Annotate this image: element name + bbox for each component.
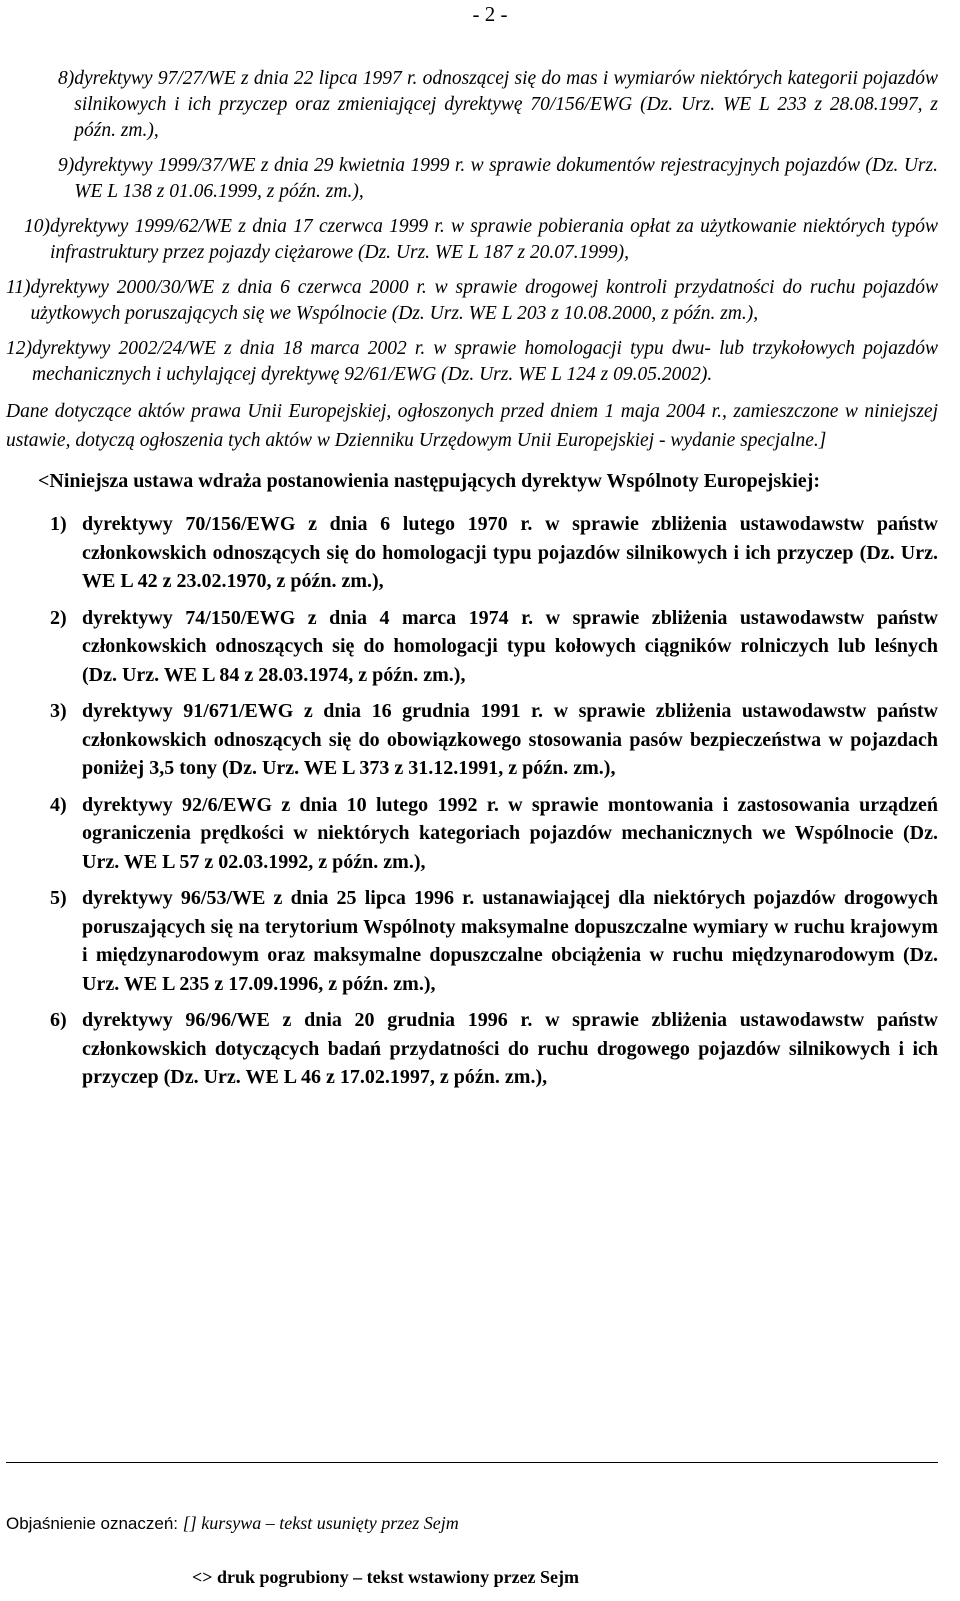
list-item-number: 1) — [50, 513, 67, 535]
italic-note-paragraph: Dane dotyczące aktów prawa Unii Europejskiej, ogłoszonych przed dniem 1 maja 2004 r., zamieszczone w niniejszej ustawie, dotyczą ogłoszenia tych aktów w Dzienniku Urzędowym Unii Europejskiej - wydanie specjalne.] — [6, 401, 938, 451]
list-item — [50, 604, 938, 690]
list-item — [50, 1006, 938, 1092]
list-item-text: dyrektywy 70/156/EWG z dnia 6 lutego 1970 r. w sprawie zbliżenia ustawodawstw państw członkowskich odnoszących się do homologacji typu pojazdów silnikowych i ich przyczep (Dz. Urz. WE L 42 z 23.02.1970, z późn. zm.), — [82, 513, 938, 592]
list-item — [58, 66, 938, 144]
list-item-number: 10) — [24, 216, 50, 237]
footnote-divider — [6, 1462, 938, 1463]
list-item-number: 11) — [6, 277, 31, 298]
list-item — [50, 791, 938, 877]
list-item-text: dyrektywy 96/53/WE z dnia 25 lipca 1996 r. ustanawiającej dla niektórych pojazdów drogowych poruszających się na terytorium Wspólnoty maksymalne dopuszczalne wymiary w ruchu krajowym i międzynarodowym oraz maksymalne dopuszczalne obciążenia w ruchu międzynarodowym (Dz. Urz. WE L 235 z 17.09.1996, z późn. zm.), — [82, 887, 938, 995]
list-item-text: dyrektywy 96/96/WE z dnia 20 grudnia 1996 r. w sprawie zbliżenia ustawodawstw państw członkowskich dotyczących badań przydatności do ruchu drogowego pojazdów silnikowych i ich przyczep (Dz. Urz. WE L 46 z 17.02.1997, z późn. zm.), — [82, 1009, 938, 1088]
list-item-number: 8) — [58, 68, 75, 89]
document-body — [6, 66, 938, 1100]
bold-intro-paragraph: <Niniejsza ustawa wdraża postanowienia następujących dyrektyw Wspólnoty Europejskiej: — [38, 470, 821, 492]
footnote-italic-legend: [] kursywa – tekst usunięty przez Sejm — [182, 1513, 459, 1533]
list-item-text: dyrektywy 1999/37/WE z dnia 29 kwietnia 1999 r. w sprawie dokumentów rejestracyjnych pojazdów (Dz. Urz. WE L 138 z 01.06.1999, z późn. zm.), — [74, 155, 938, 202]
list-item-number: 2) — [50, 606, 67, 629]
list-item — [6, 336, 938, 388]
list-item — [50, 510, 938, 596]
list-item-text: dyrektywy 2000/30/WE z dnia 6 czerwca 2000 r. w sprawie drogowej kontroli przydatności do ruchu pojazdów użytkowych poruszających się we Wspólnocie (Dz. Urz. WE L 203 z 10.08.2000, z późn. zm.), — [30, 277, 938, 324]
bold-directive-list — [6, 510, 938, 1092]
list-item — [6, 275, 938, 327]
list-item-number: 3) — [50, 700, 67, 722]
list-item-text: dyrektywy 97/27/WE z dnia 22 lipca 1997 r. odnoszącej się do mas i wymiarów niektórych kategorii pojazdów silnikowych i ich przyczep oraz zmieniającej dyrektywę 70/156/EWG (Dz. Urz. WE L 233 z 28.08.1997, z późn. zm.), — [74, 68, 938, 141]
list-item-text: dyrektywy 92/6/EWG z dnia 10 lutego 1992 r. w sprawie montowania i zastosowania urządzeń ograniczenia prędkości w niektórych kategoriach pojazdów mechanicznych we Wspólnocie (Dz. Urz. WE L 57 z 02.03.1992, z późn. zm.), — [82, 793, 938, 873]
list-item-number: 4) — [50, 793, 67, 816]
list-item-number: 12) — [6, 338, 32, 359]
list-item-number: 5) — [50, 887, 67, 909]
list-item — [24, 214, 938, 266]
footnote-label: Objaśnienie oznaczeń: — [6, 1514, 179, 1533]
list-item-number: 9) — [58, 155, 75, 176]
page-number: - 2 - — [472, 2, 508, 26]
list-item-text: dyrektywy 91/671/EWG z dnia 16 grudnia 1991 r. w sprawie zbliżenia ustawodawstw państw członkowskich odnoszących się do obowiązkowego stosowania pasów bezpieczeństwa w pojazdach poniżej 3,5 tony (Dz. Urz. WE L 373 z 31.12.1991, z późn. zm.), — [82, 700, 938, 779]
list-item — [50, 697, 938, 783]
footnote-legend-italic — [6, 1512, 459, 1535]
list-item-text: dyrektywy 1999/62/WE z dnia 17 czerwca 1999 r. w sprawie pobierania opłat za użytkowanie niektórych typów infrastruktury przez pojazdy ciężarowe (Dz. Urz. WE L 187 z 20.07.1999), — [50, 216, 938, 263]
list-item — [58, 153, 938, 205]
list-item-number: 6) — [50, 1009, 67, 1031]
list-item — [50, 884, 938, 998]
italic-directive-list — [6, 66, 938, 388]
list-item-text: dyrektywy 2002/24/WE z dnia 18 marca 2002 r. w sprawie homologacji typu dwu- lub trzykołowych pojazdów mechanicznych i uchylającej dyrektywę 92/61/EWG (Dz. Urz. WE L 124 z 09.05.2002). — [32, 338, 938, 385]
footnote-bold-legend: <> druk pogrubiony – tekst wstawiony przez Sejm — [192, 1567, 580, 1587]
list-item-text: dyrektywy 74/150/EWG z dnia 4 marca 1974 r. w sprawie zbliżenia ustawodawstw państw członkowskich odnoszących się do homologacji typu kołowych ciągników rolniczych lub leśnych (Dz. Urz. WE L 84 z 28.03.1974, z późn. zm.), — [82, 606, 938, 686]
